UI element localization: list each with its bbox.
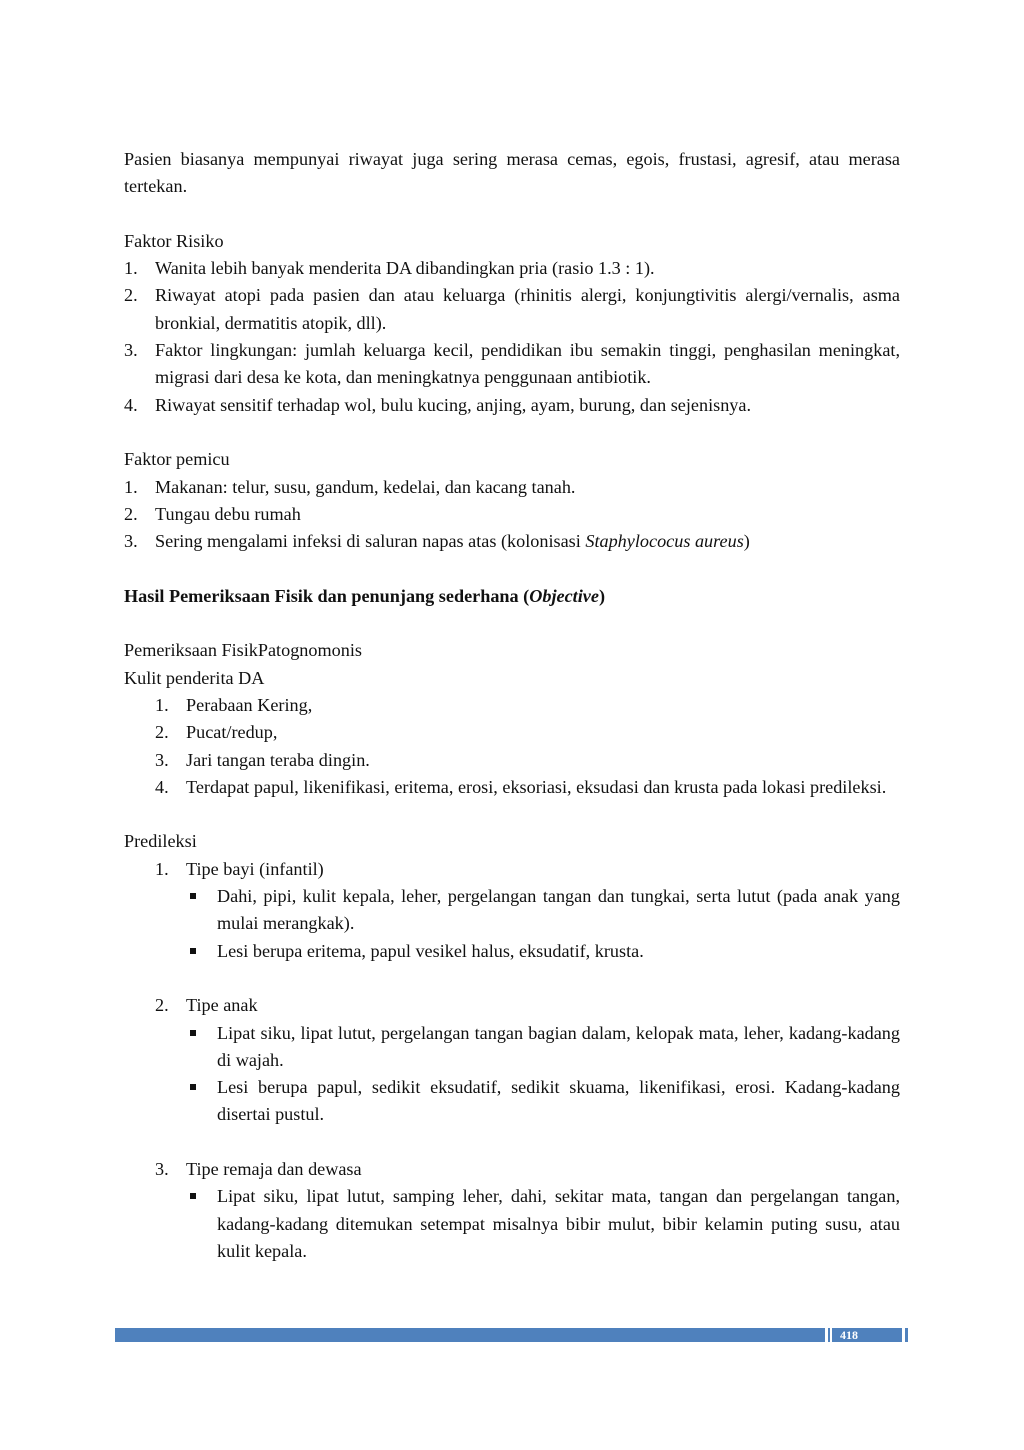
bullet-list bbox=[186, 883, 900, 965]
document-body bbox=[124, 146, 900, 1265]
list-item: 4. Terdapat papul, likenifikasi, eritema, erosi, eksoriasi, eksudasi dan krusta pada lokasi predileksi. bbox=[155, 776, 887, 797]
predilection-title: Predileksi bbox=[124, 831, 197, 852]
list-item: 4. Riwayat sensitif terhadap wol, bulu kucing, anjing, ayam, burung, dan sejenisnya. bbox=[124, 394, 752, 415]
footer-divider bbox=[905, 1328, 908, 1342]
risk-factors-title: Faktor Risiko bbox=[124, 230, 224, 251]
list-item: 1. Makanan: telur, susu, gandum, kedelai, dan kacang tanah. bbox=[124, 476, 576, 497]
predilection-type: 2. Tipe anak Lipat siku, lipat lutut, pergelangan tangan bagian dalam, kelopak mata, leher, kadang-kadang di wajah. Lesi berupa papul, sedikit eksudatif, sedikit skuama, likenifikasi, erosi. Kadang-kadang disertai pustul. bbox=[124, 992, 900, 1156]
page-number: 418 bbox=[832, 1328, 902, 1342]
footer-bar bbox=[115, 1328, 825, 1342]
exam-subtitle: Kulit penderita DA bbox=[124, 667, 265, 688]
square-bullet-icon bbox=[190, 1193, 196, 1199]
intro-paragraph: Pasien biasanya mempunyai riwayat juga sering merasa cemas, egois, frustasi, agresif, atau merasa tertekan. bbox=[124, 149, 900, 197]
predilection-type: 3. Tipe remaja dan dewasa Lipat siku, lipat lutut, samping leher, dahi, sekitar mata, tangan dan pergelangan tangan, kadang-kadang ditemukan setempat misalnya bibir mulut, bibir kelamin puting susu, atau kulit kepala. bbox=[124, 1156, 900, 1265]
bullet-list bbox=[186, 1183, 900, 1265]
list-item: 3. Jari tangan teraba dingin. bbox=[155, 749, 370, 770]
trigger-factors-list bbox=[124, 474, 900, 556]
list-item: 3. Sering mengalami infeksi di saluran napas atas (kolonisasi Staphylococus aureus) bbox=[124, 531, 750, 552]
predilection-type: 1. Tipe bayi (infantil) Dahi, pipi, kulit kepala, leher, pergelangan tangan dan tungkai, serta lutut (pada anak yang mulai merangkak). Lesi berupa eritema, papul vesikel halus, eksudatif, krusta. bbox=[124, 856, 900, 992]
bullet-list bbox=[186, 1020, 900, 1129]
square-bullet-icon bbox=[190, 948, 196, 954]
list-item: 2. Riwayat atopi pada pasien dan atau keluarga (rhinitis alergi, konjungtivitis alergi/vernalis, asma bronkial, dermatitis atopik, dll). bbox=[124, 285, 900, 333]
list-item: 1. Perabaan Kering, bbox=[155, 694, 313, 715]
exam-title: Pemeriksaan FisikPatognomonis bbox=[124, 640, 362, 661]
exam-list bbox=[124, 692, 900, 801]
predilection-list bbox=[124, 856, 900, 1265]
list-item: 2. Tungau debu rumah bbox=[124, 503, 301, 524]
list-item: 1. Wanita lebih banyak menderita DA dibandingkan pria (rasio 1.3 : 1). bbox=[124, 258, 655, 279]
list-item: 3. Faktor lingkungan: jumlah keluarga kecil, pendidikan ibu semakin tinggi, penghasilan meningkat, migrasi dari desa ke kota, dan meningkatnya penggunaan antibiotik. bbox=[124, 340, 900, 388]
square-bullet-icon bbox=[190, 893, 196, 899]
square-bullet-icon bbox=[190, 1030, 196, 1036]
bullet-item: Dahi, pipi, kulit kepala, leher, pergelangan tangan dan tungkai, serta lutut (pada anak yang mulai merangkak). bbox=[186, 883, 900, 938]
bullet-item: Lipat siku, lipat lutut, samping leher, dahi, sekitar mata, tangan dan pergelangan tangan, kadang-kadang ditemukan setempat misalnya bibir mulut, bibir kelamin puting susu, atau kulit kepala. bbox=[186, 1183, 900, 1265]
list-item: 2. Pucat/redup, bbox=[155, 722, 278, 743]
bullet-item: Lipat siku, lipat lutut, pergelangan tangan bagian dalam, kelopak mata, leher, kadang-kadang di wajah. bbox=[186, 1020, 900, 1075]
footer-divider bbox=[828, 1328, 830, 1342]
square-bullet-icon bbox=[190, 1084, 196, 1090]
section-heading: Hasil Pemeriksaan Fisik dan penunjang sederhana (Objective) bbox=[124, 585, 605, 606]
risk-factors-list bbox=[124, 255, 900, 419]
trigger-factors-title: Faktor pemicu bbox=[124, 449, 230, 470]
bullet-item: Lesi berupa papul, sedikit eksudatif, sedikit skuama, likenifikasi, erosi. Kadang-kadang disertai pustul. bbox=[186, 1074, 900, 1129]
bullet-item: Lesi berupa eritema, papul vesikel halus, eksudatif, krusta. bbox=[186, 938, 900, 965]
